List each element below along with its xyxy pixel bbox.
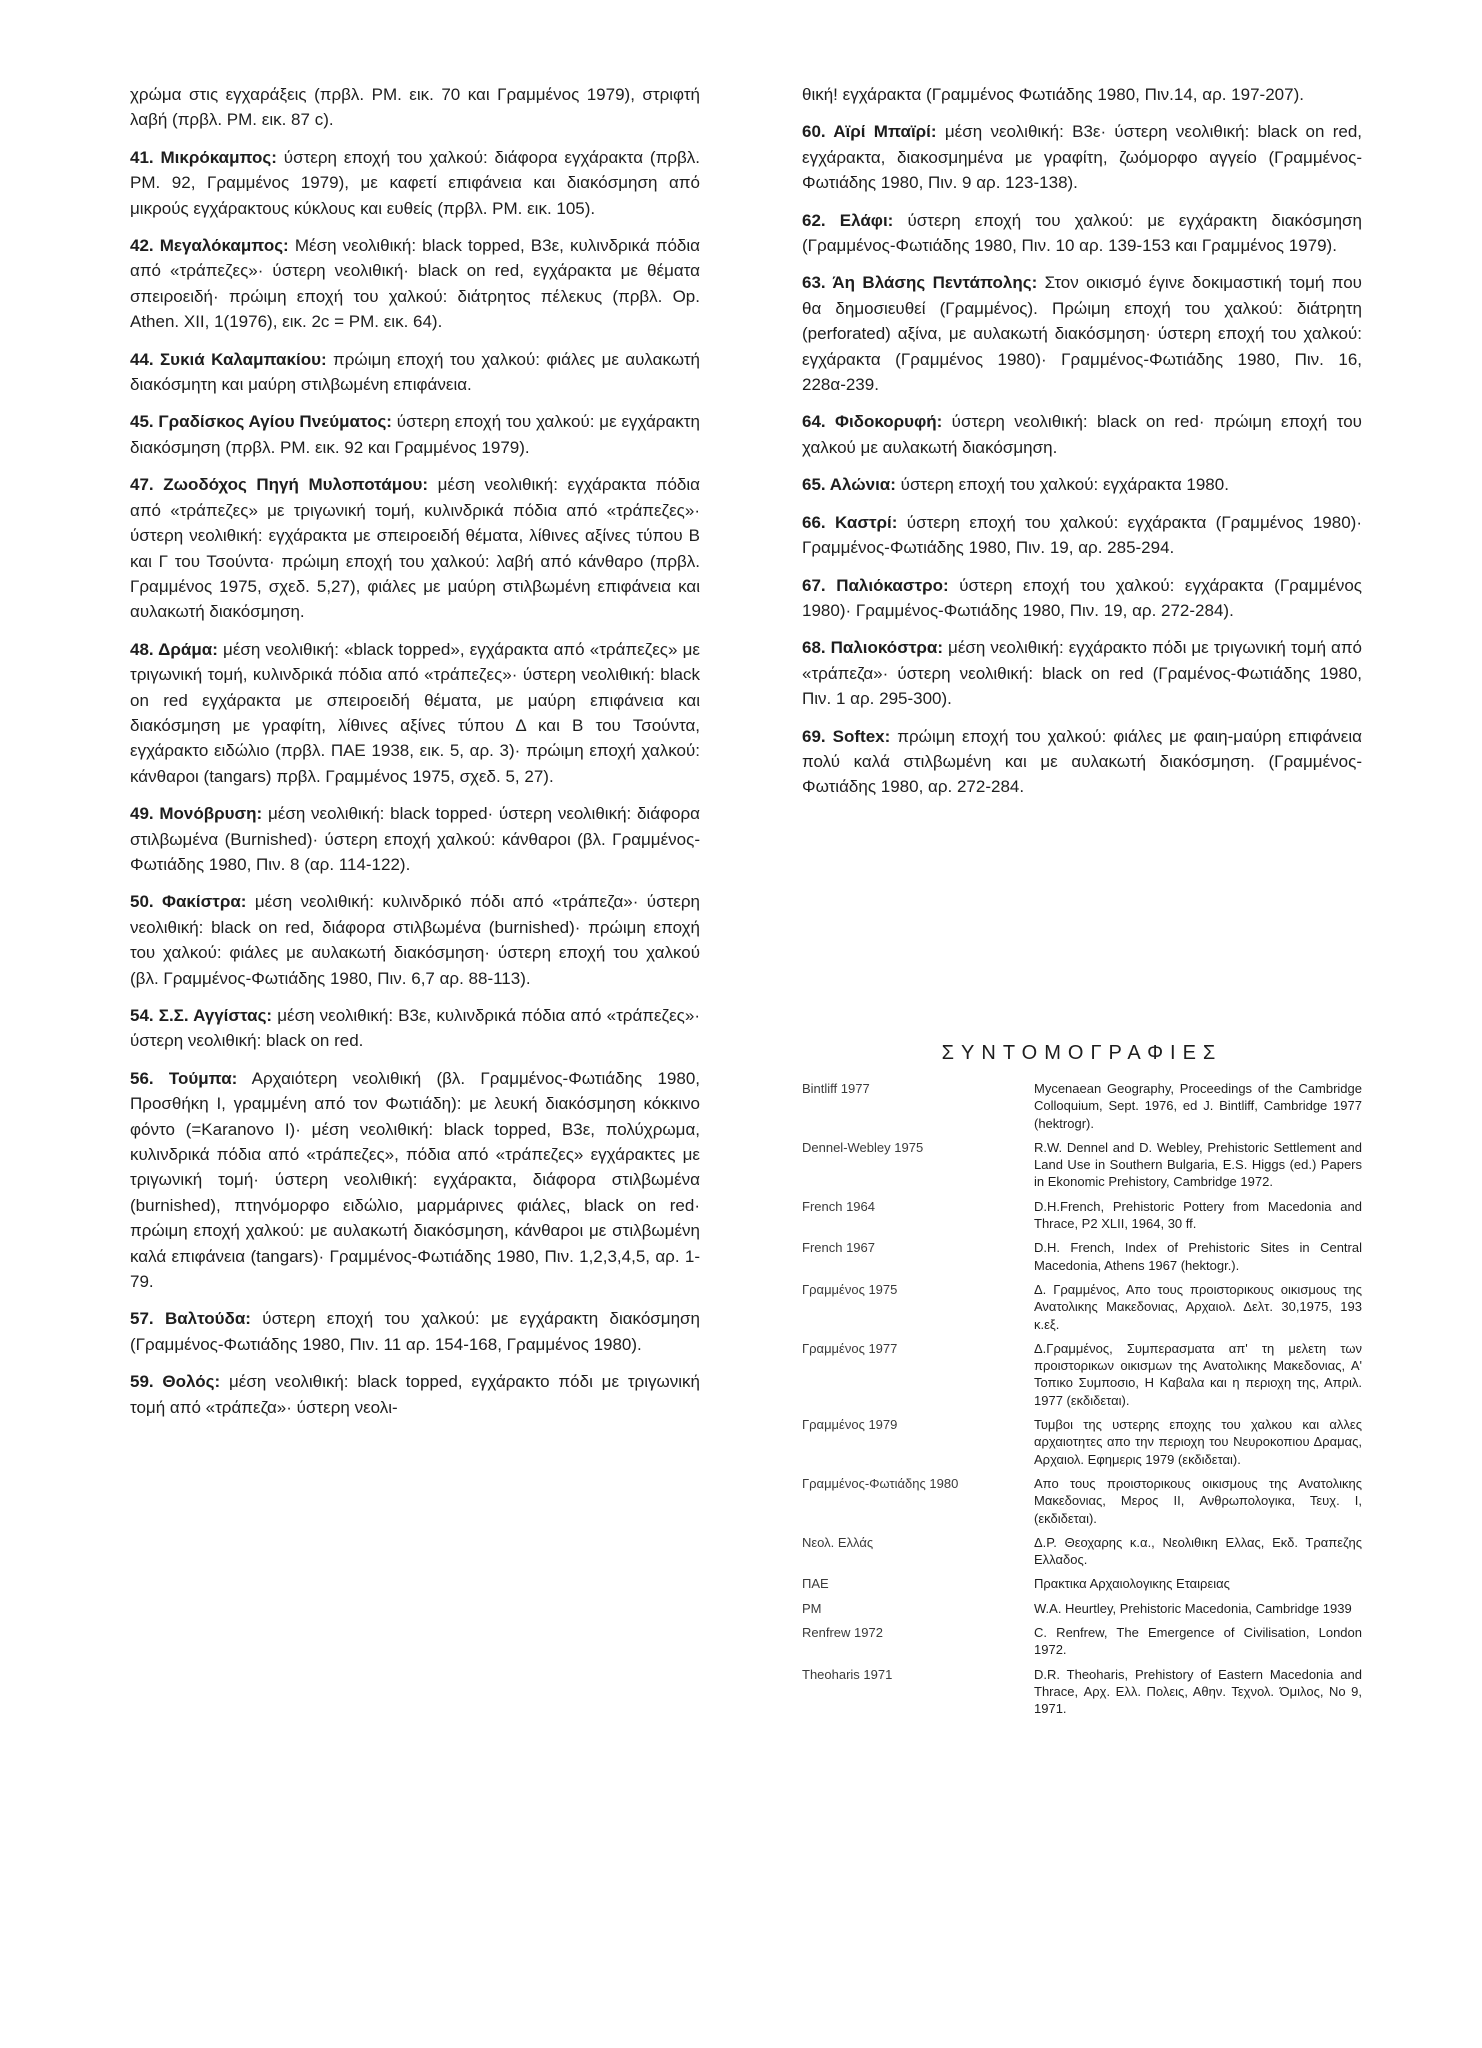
site-entry-text: Μέση νεολιθική: black topped, B3ε, κυλινδρικά πόδια από «τράπεζες»· ύστερη νεολιθική· black on red, εγχάρακτα με θέματα σπειροειδή· πρώιμη εποχή του χαλκού: διάτρητος πέλεκυς (πρβλ. Op. Athen. XII, 1(1976), εικ. 2c = PM. εικ. 64). — [130, 236, 700, 332]
abbreviation-reference: Mycenaean Geography, Proceedings of the Cambridge Colloquium, Sept. 1976, ed J. Bintliff, Cambridge 1977 (hektrogr). — [1034, 1081, 1362, 1131]
site-entry-text: πρώιμη εποχή του χαλκού: φιάλες με φαιη-μαύρη επιφάνεια πολύ καλά στιλβωμένη και με αυλακωτή διακόσμηση. (Γραμμένος-Φωτιάδης 1980, αρ. 272-284. — [802, 726, 1362, 797]
abbreviation-row — [802, 1624, 1362, 1666]
site-entry — [130, 1003, 700, 1054]
site-entry — [802, 82, 1362, 107]
site-entry — [802, 409, 1362, 460]
left-text-column — [130, 82, 700, 1420]
abbreviation-row — [802, 1475, 1362, 1534]
abbreviation-row — [802, 1340, 1362, 1416]
right-text-column — [802, 82, 1362, 800]
site-entry-text: ύστερη εποχή του χαλκού: με εγχάρακτη διακόσμηση (Γραμμένος-Φωτιάδης 1980, Πιν. 10 αρ. 139-153 και Γραμμένος 1979). — [802, 210, 1362, 256]
site-entry-title: 48. Δράμα: — [130, 639, 218, 659]
site-entry — [802, 573, 1362, 624]
site-entry-title: 41. Μικρόκαμπος: — [130, 147, 277, 167]
abbreviation-row — [802, 1080, 1362, 1139]
abbreviation-key: Renfrew 1972 — [802, 1625, 883, 1641]
site-entry-text: ύστερη εποχή του χαλκού: με εγχάρακτη διακόσμηση (πρβλ. PM. εικ. 92 και Γραμμένος 1979). — [130, 412, 700, 457]
site-entry — [130, 347, 700, 398]
site-entry-text: μέση νεολιθική: κυλινδρικό πόδι από «τράπεζα»· ύστερη νεολιθική: black on red, διάφορα στιλβωμένα (burnished)· πρώιμη εποχή του χαλκού: φιάλες με αυλακωτή διακόσμηση· ύστερη εποχή του χαλκού (βλ. Γραμμένος-Φωτιάδης 1980, Πιν. 6,7 αρ. 88-113). — [130, 892, 700, 988]
abbreviation-row — [802, 1239, 1362, 1281]
abbreviations-heading: ΣΥΝΤΟΜΟΓΡΑΦΙΕΣ — [941, 1042, 1223, 1064]
abbreviation-key: Theoharis 1971 — [802, 1666, 893, 1682]
abbreviation-key: Γραμμένος 1975 — [802, 1281, 898, 1297]
site-entry-title: 62. Ελάφι: — [802, 210, 894, 230]
site-entry-text: μέση νεολιθική: B3ε· ύστερη νεολιθική: black on red, εγχάρακτα, διακοσμημένα με γραφίτη, ζωόμορφο αγγείο (Γραμμένος-Φωτιάδης 1980, Πιν. 9 αρ. 123-138). — [802, 122, 1363, 193]
abbreviation-row — [802, 1575, 1362, 1599]
abbreviation-key: Γραμμένος 1977 — [802, 1340, 898, 1356]
site-entry — [802, 510, 1362, 561]
site-entry-title: 59. Θολός: — [130, 1372, 221, 1392]
site-entry-title: 44. Συκιά Καλαμπακίου: — [130, 349, 327, 369]
abbreviation-reference: D.R. Theoharis, Prehistory of Eastern Macedonia and Thrace, Αρχ. Ελλ. Πολεις, Αθην. Τεχνολ. Όμιλος, No 9, 1971. — [1034, 1666, 1362, 1717]
site-entry-text: ύστερη νεολιθική: black on red· πρώιμη εποχή του χαλκού με αυλακωτή διακόσμηση. — [802, 412, 1362, 457]
site-entry — [802, 119, 1362, 195]
abbreviation-row — [802, 1600, 1362, 1624]
abbreviation-key: PM — [802, 1600, 822, 1616]
site-entry-text: ύστερη εποχή του χαλκού: εγχάρακτα (Γραμμένος 1980)· Γραμμένος-Φωτιάδης 1980, Πιν. 19, αρ. 285-294. — [802, 512, 1362, 558]
site-entry-title: 66. Καστρί: — [802, 512, 898, 532]
site-entry-text: Αρχαιότερη νεολιθική (βλ. Γραμμένος-Φωτιάδης 1980, Προσθήκη I, γραμμένη από τον Φωτιάδη): με λευκή διακόσμηση κόκκινο φόντο (=Karanovo I)· μέση νεολιθική: black topped, B3ε, πολύχρωμα, κυλινδρικά πόδια από «τράπεζες», πόδια από «τράπεζες» εγχάρακτες με τριγωνική τομή· ύστερη νεολιθική: εγχάρακτα, διάφορα στιλβωμένα (burnished), πτηνόμορφο ειδώλιο, μαρμάρινες φιάλες, black on red· πρώιμη εποχή χαλκού: με αυλακωτή διακόσμηση, κάνθαροι με στιλβωμένη καλά επιφάνεια (tangars)· Γραμμένος-Φωτιάδης 1980, Πιν. 1,2,3,4,5, αρ. 1-79. — [130, 1068, 700, 1292]
site-entry — [802, 635, 1362, 711]
site-entry-title: 60. Αϊρί Μπαϊρί: — [802, 122, 937, 142]
abbreviation-row — [802, 1198, 1362, 1240]
abbreviation-reference: Απο τους προιστορικους οικισμους της Ανατολικης Μακεδονιας, Μερος II, Ανθρωπολογικα, Τευχ. I, (εκδιδεται). — [1034, 1475, 1362, 1526]
site-entry — [130, 1066, 700, 1295]
site-entry-text: ύστερη εποχή του χαλκού: εγχάρακτα (Γραμμένος 1980)· Γραμμένος-Φωτιάδης 1980, Πιν. 19, αρ. 272-284). — [802, 575, 1362, 620]
site-entry-text: ύστερη εποχή του χαλκού: εγχάρακτα 1980. — [900, 475, 1229, 495]
abbreviation-key: Γραμμένος 1979 — [802, 1417, 898, 1433]
site-entry — [130, 801, 700, 877]
site-entry-text: Στον οικισμό έγινε δοκιμαστική τομή που θα δημοσιευθεί (Γραμμένος). Πρώιμη εποχή του χαλκού: διάτρητη (perforated) αξίνα, με αυλακωτή διακόσμηση· ύστερη εποχή του χαλκού: εγχάρακτα (Γραμμένος 1980)· Γραμμένος-Φωτιάδης 1980, Πιν. 16, 228α-239. — [802, 273, 1362, 395]
abbreviation-reference: C. Renfrew, The Emergence of Civilisation, London 1972. — [1034, 1625, 1362, 1658]
abbreviation-key: French 1967 — [802, 1240, 875, 1256]
abbreviation-reference: Δ. Γραμμένος, Απο τους προιστορικους οικισμους της Ανατολικης Μακεδονιας, Αρχαιολ. Δελτ. 30,1975, 193 κ.εξ. — [1034, 1281, 1362, 1332]
site-entry — [130, 472, 700, 624]
site-entry-title: 69. Softex: — [802, 726, 891, 746]
site-entry-title: 47. Ζωοδόχος Πηγή Μυλοποτάμου: — [130, 475, 429, 495]
site-entry — [802, 270, 1362, 397]
site-entry-text: μέση νεολιθική: black topped, εγχάρακτο πόδι με τριγωνική τομή από «τράπεζα»· ύστερη νεολι- — [130, 1372, 700, 1417]
site-entry-title: 63. Άη Βλάσης Πεντάπολης: — [802, 273, 1038, 293]
site-entry-text: μέση νεολιθική: black topped· ύστερη νεολιθική: διάφορα στιλβωμένα (Burnished)· ύστερη εποχή χαλκού: κάνθαροι (βλ. Γραμμένος-Φωτιάδης 1980, Πιν. 8 (αρ. 114-122). — [130, 804, 701, 874]
site-entry-title: 67. Παλιόκαστρο: — [802, 575, 949, 595]
site-entry-title: 42. Μεγαλόκαμπος: — [130, 236, 289, 256]
site-entry-text: πρώιμη εποχή του χαλκού: φιάλες με αυλακωτή διακόσμητη και μαύρη στιλβωμένη επιφάνεια. — [130, 349, 700, 395]
site-entry-text: ύστερη εποχή του χαλκού: με εγχάρακτη διακόσμηση (Γραμμένος-Φωτιάδης 1980, Πιν. 11 αρ. 154-168, Γραμμένος 1980). — [130, 1309, 700, 1354]
abbreviation-row — [802, 1139, 1362, 1198]
abbreviation-key: ΠΑΕ — [802, 1576, 829, 1592]
abbreviation-row — [802, 1281, 1362, 1340]
abbreviation-reference: R.W. Dennel and D. Webley, Prehistoric Settlement and Land Use in Southern Bulgaria, E.S. Higgs (ed.) Papers in Ekonomic Prehistory, Cambridge 1972. — [1034, 1139, 1362, 1190]
site-entry-text: μέση νεολιθική: «black topped», εγχάρακτα από «τράπεζες» με τριγωνική τομή, κυλινδρικά πόδια από «τράπεζες»· ύστερη νεολιθική: black on red εγχάρακτα με σπειροειδή θέματα, με μαύρη επιφάνεια και διακόσμηση με γραφίτη, λίθινες αξίνες τύπου Δ και B του Τσούντα, εγχάρακτο ειδώλιο (πρβλ. ΠΑΕ 1938, εικ. 5, αρ. 3)· πρώιμη εποχή χαλκού: κάνθαροι (tangars) πρβλ. Γραμμένος 1975, σχεδ. 5, 27). — [130, 639, 700, 786]
site-entry-text: μέση νεολιθική: B3ε, κυλινδρικά πόδια από «τράπεζες»· ύστερη νεολιθική: black on red. — [130, 1006, 700, 1051]
abbreviation-row — [802, 1416, 1362, 1475]
abbreviation-key: Bintliff 1977 — [802, 1081, 870, 1096]
site-entry-title: 65. Αλώνια: — [802, 475, 896, 495]
abbreviation-reference: D.H. French, Index of Prehistoric Sites in Central Macedonia, Athens 1967 (hektogr.). — [1034, 1240, 1362, 1273]
abbreviation-key: Dennel-Webley 1975 — [802, 1139, 924, 1155]
abbreviation-key: French 1964 — [802, 1198, 875, 1214]
site-entry-text: μέση νεολιθική: εγχάρακτα πόδια από «τράπεζες» με τριγωνική τομή, κυλινδρικά πόδια από «τράπεζες»· ύστερη νεολιθική: εγχάρακτα με σπειροειδή θέματα, λίθινες αξίνες τύπου B και Γ του Τσούντα· πρώιμη εποχή του χαλκού: λαβή από κάνθαρο (πρβλ. Γραμμένος 1975, σχεδ. 5,27), φιάλες με μαύρη στιλβωμένη επιφάνεια και αυλακωτή διακόσμηση. — [130, 475, 700, 622]
site-entry-title: 54. Σ.Σ. Αγγίστας: — [130, 1006, 273, 1025]
site-entry-title: 56. Τούμπα: — [130, 1068, 238, 1088]
site-entry-text: ύστερη εποχή του χαλκού: διάφορα εγχάρακτα (πρβλ. PM. 92, Γραμμένος 1979), με καφετί επιφάνεια και διακόσμηση από μικρούς εγχάρακτους κύκλους και ευθείς (πρβλ. PM. εικ. 105). — [130, 147, 700, 218]
abbreviation-key: Γραμμένος-Φωτιάδης 1980 — [802, 1475, 959, 1491]
site-entry-title: 45. Γραδίσκος Αγίου Πνεύματος: — [130, 412, 392, 432]
site-entry — [130, 409, 700, 460]
abbreviation-reference: Τυμβοι της υστερης εποχης του χαλκου και αλλες αρχαιοτητες απο την περιοχη του Νευροκοπιου Δραμας, Αρχαιολ. Εφημερις 1979 (εκδιδεται). — [1034, 1417, 1362, 1467]
abbreviation-reference: W.A. Heurtley, Prehistoric Macedonia, Cambridge 1939 — [1034, 1600, 1352, 1616]
abbreviation-row — [802, 1666, 1362, 1725]
abbreviation-reference: Δ.Γραμμένος, Συμπερασματα απ' τη μελετη των προιστορικων οικισμων της Ανατολικης Μακεδονιας, Α' Τοπικο Συμποσιο, Η Καβαλα και η περιοχη της, Απριλ. 1977 (εκδιδεται). — [1034, 1340, 1362, 1408]
site-entry — [802, 724, 1362, 800]
site-entry — [130, 145, 700, 221]
site-entry-title: 64. Φιδοκορυφή: — [802, 412, 943, 432]
site-entry-title: 49. Μονόβρυση: — [130, 804, 263, 824]
site-entry — [130, 889, 700, 991]
site-entry-title: 57. Βαλτούδα: — [130, 1309, 251, 1329]
site-entry — [802, 472, 1362, 497]
site-entry-title: 50. Φακίστρα: — [130, 892, 247, 912]
site-entry — [130, 1306, 700, 1357]
site-entry — [130, 637, 700, 789]
abbreviation-reference: Πρακτικα Αρχαιολογικης Εταιρειας — [1034, 1576, 1230, 1592]
abbreviation-reference: Δ.Ρ. Θεοχαρης κ.α., Νεολιθικη Ελλας, Εκδ. Τραπεζης Ελλαδος. — [1034, 1534, 1362, 1568]
site-entry — [130, 1369, 700, 1420]
site-entry-text: θική! εγχάρακτα (Γραμμένος Φωτιάδης 1980, Πιν.14, αρ. 197-207). — [802, 85, 1304, 104]
site-entry — [130, 82, 700, 133]
abbreviations-table — [802, 1080, 1362, 1725]
abbreviation-reference: D.H.French, Prehistoric Pottery from Macedonia and Thrace, P2 XLII, 1964, 30 ff. — [1034, 1198, 1362, 1232]
site-entry-text: χρώμα στις εγχαράξεις (πρβλ. PM. εικ. 70 και Γραμμένος 1979), στριφτή λαβή (πρβλ. PM. εικ. 87 c). — [130, 85, 700, 130]
site-entry-text: μέση νεολιθική: εγχάρακτο πόδι με τριγωνική τομή από «τράπεζα»· ύστερη νεολιθική: black on red (Γραμένος-Φωτιάδης 1980, Πιν. 1 αρ. 295-300). — [802, 638, 1363, 709]
site-entry — [130, 233, 700, 335]
abbreviation-key: Νεολ. Ελλάς — [802, 1534, 874, 1550]
site-entry-title: 68. Παλιοκόστρα: — [802, 638, 944, 658]
site-entry — [802, 208, 1362, 259]
abbreviation-row — [802, 1534, 1362, 1576]
